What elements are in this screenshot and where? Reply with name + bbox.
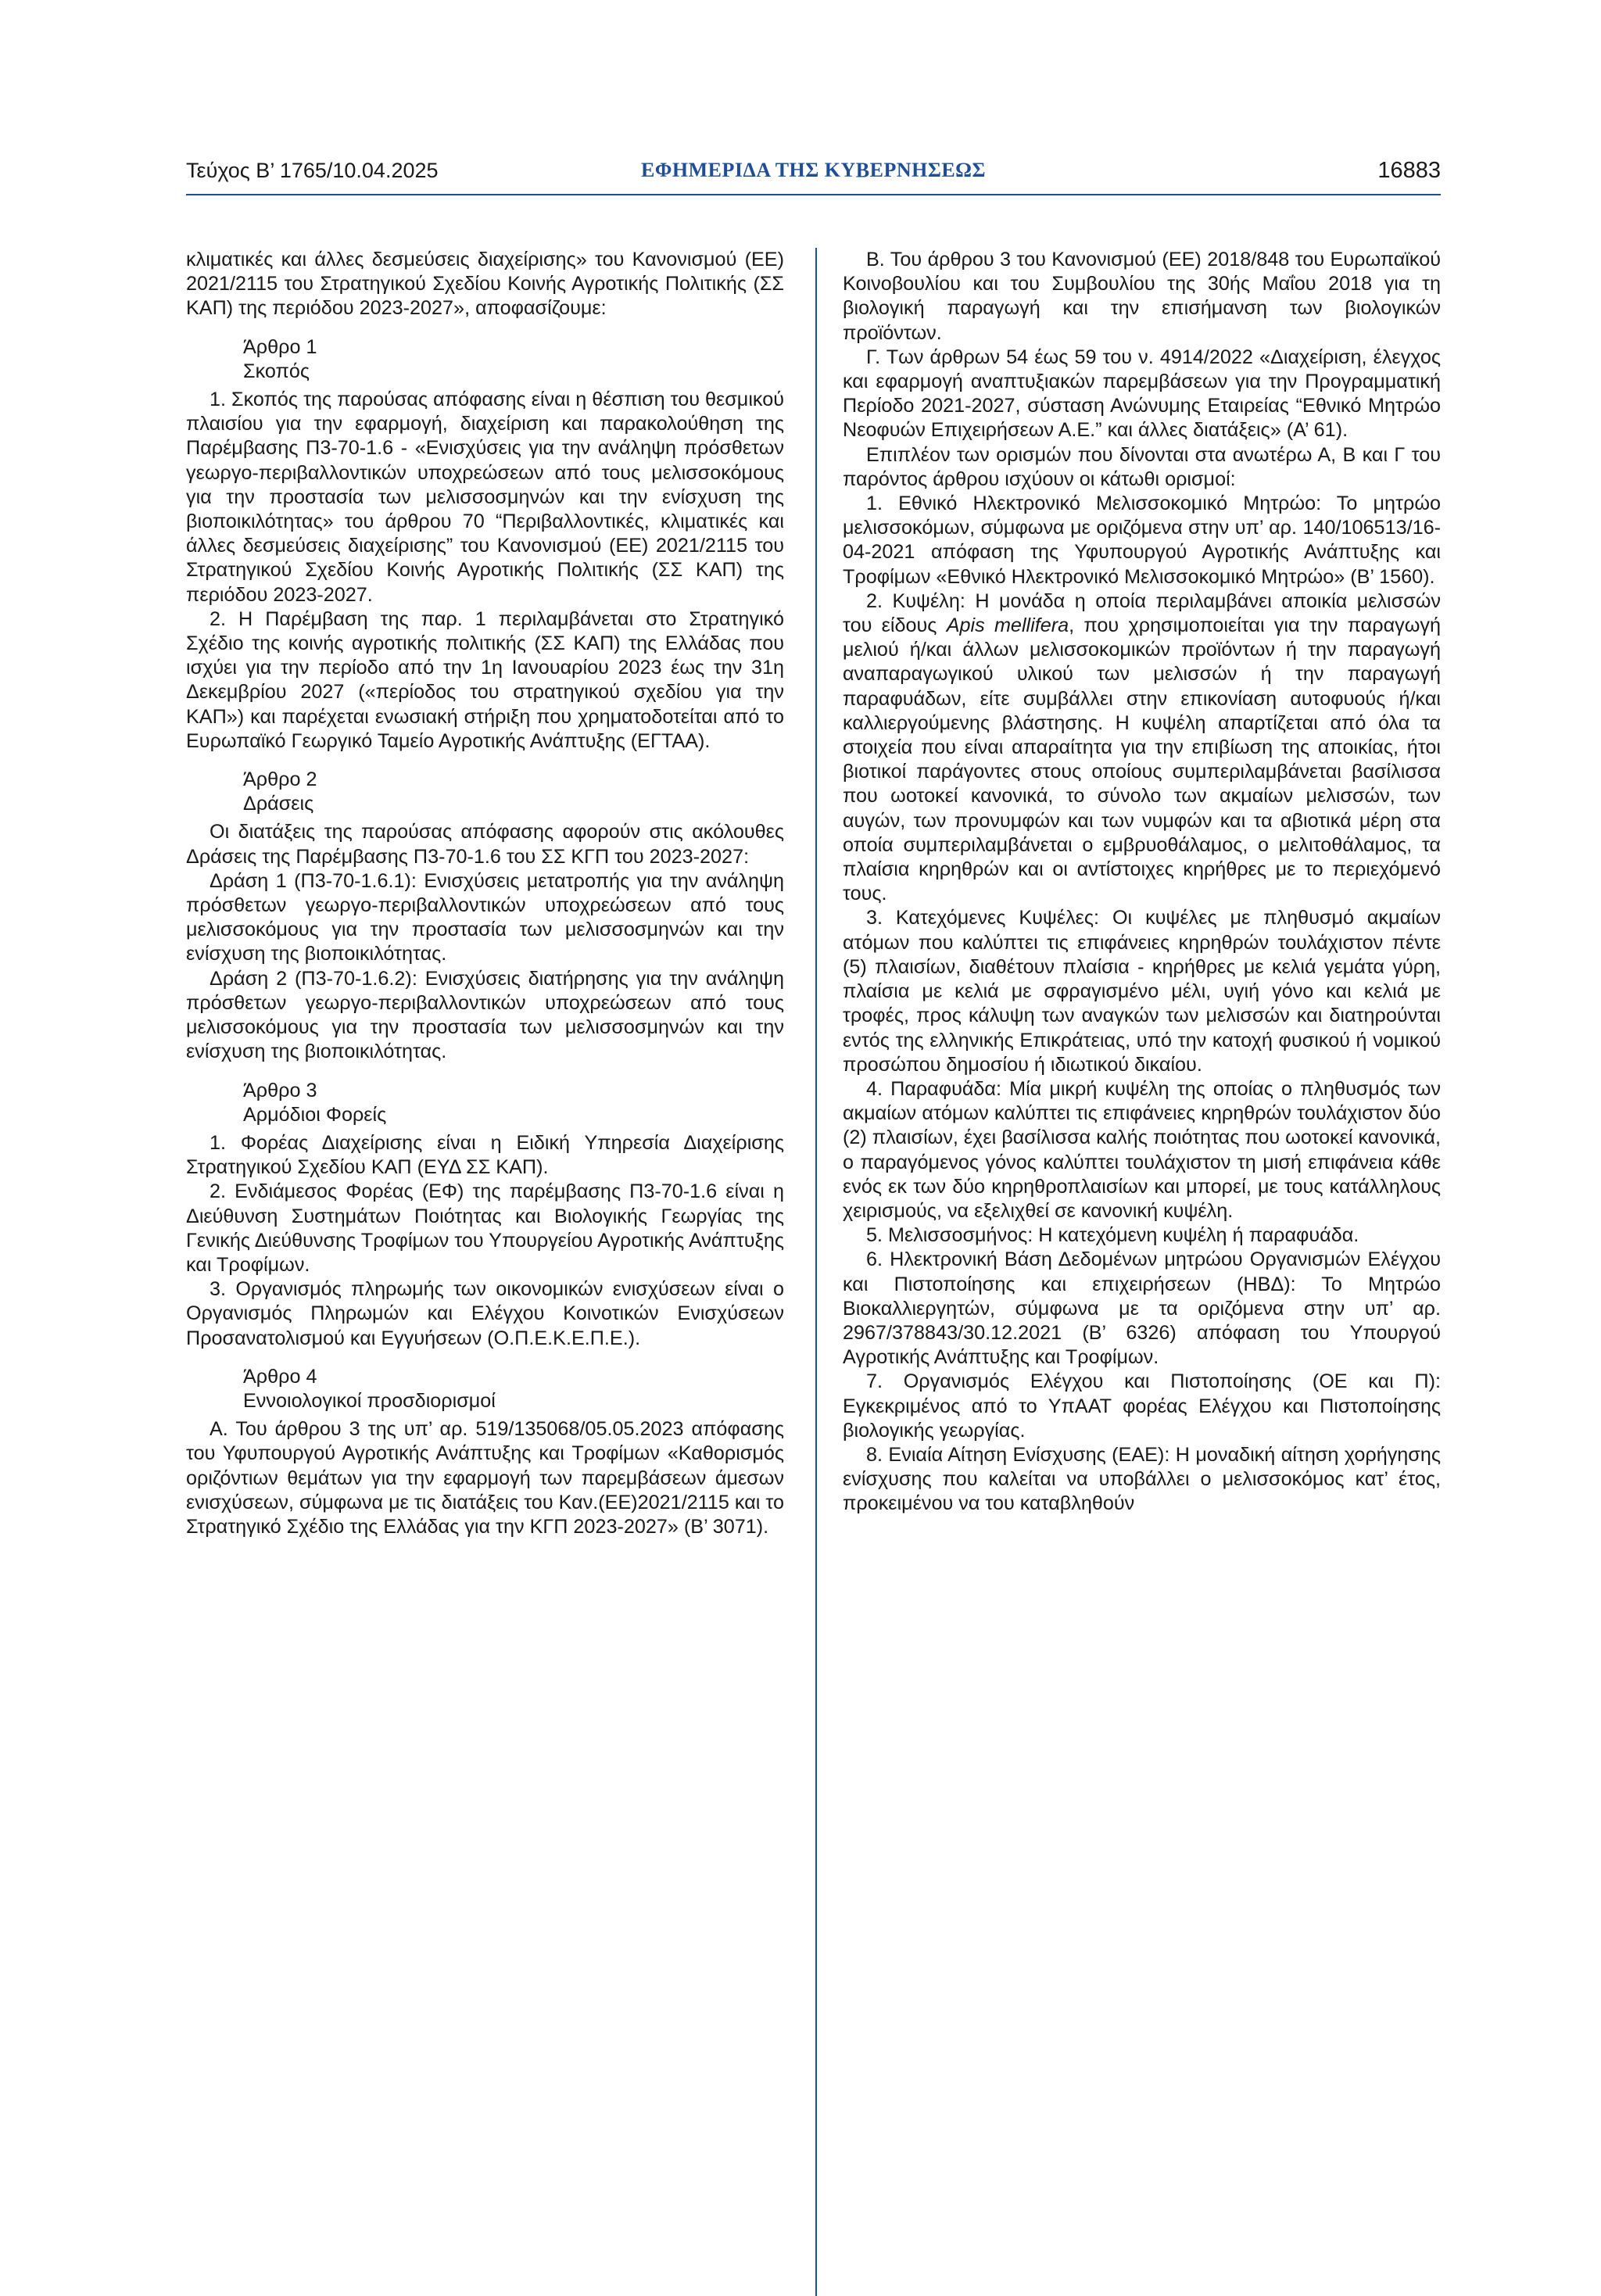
definition-6: 6. Ηλεκτρονική Βάση Δεδομένων μητρώου Οργανισμών Ελέγχου και Πιστοποίησης και επιχειρήσεων (ΗΒΔ): Το Μητρώο Βιοκαλλιεργητών, σύμφωνα με τα οριζόμενα στην υπ’ αρ. 2967/378843/30.12.2021 (Β’ 6326) απόφαση του Υπουργού Αγροτικής Ανάπτυξης και Τροφίμων.: [843, 1248, 1441, 1369]
definition-4: 4. Παραφυάδα: Μία μικρή κυψέλη της οποίας ο πληθυσμός των ακμαίων ατόμων καλύπτει τις επιφάνειες κηρηθρών τουλάχιστον δύο (2) πλαισίων, έχει βασίλισσα καλής ποιότητας που ωοτοκεί κανονικά, ο παραγόμενος γόνος καλύπτει τουλάχιστον τη μισή επιφάνεια κάθε ενός εκ των δύο κηρηθροπλαισίων και μπορεί, με τους κατάλληλους χειρισμούς, να εξελιχθεί σε κανονική κυψέλη.: [843, 1077, 1441, 1222]
article-1-paragraph-2: 2. Η Παρέμβαση της παρ. 1 περιλαμβάνεται στο Στρατηγικό Σχέδιο της κοινής αγροτικής πολιτικής (ΣΣ ΚΑΠ) της Ελλάδας που ισχύει για την περίοδο από την 1η Ιανουαρίου 2023 έως την 31η Δεκεμβρίου 2027 («περίοδος του στρατηγικού σχεδίου για την ΚΑΠ») και παρέχεται ενωσιακή στήριξη που χρηματοδοτείται από το Ευρωπαϊκό Γεωργικό Ταμείο Αγροτικής Ανάπτυξης (ΕΓΤΑΑ).: [186, 607, 784, 752]
article-3-paragraph-3: 3. Οργανισμός πληρωμής των οικονομικών ενισχύσεων είναι ο Οργανισμός Πληρωμών και Ελέγχου Κοινοτικών Ενισχύσεων Προσανατολισμού και Εγγυήσεων (Ο.Π.Ε.Κ.Ε.Π.Ε.).: [186, 1278, 784, 1349]
definition-5: 5. Μελισσοσμήνος: Η κατεχόμενη κυψέλη ή παραφυάδα.: [866, 1224, 1359, 1247]
page-header: [186, 155, 1441, 194]
definition-source-g: Γ. Των άρθρων 54 έως 59 του ν. 4914/2022 «Διαχείριση, έλεγχος και εφαρμογή αναπτυξιακών παρεμβάσεων για την Προγραμματική Περίοδο 2021-2027, σύσταση Ανώνυμης Εταιρείας “Εθνικό Μητρώο Νεοφυών Επιχειρήσεων Α.Ε.” και άλλες διατάξεις» (Α’ 61).: [843, 346, 1441, 442]
article-1-paragraph-1: 1. Σκοπός της παρούσας απόφασης είναι η θέσπιση του θεσμικού πλαισίου για την εφαρμογή, διαχείριση και παρακολούθηση της Παρέμβασης Π3-70-1.6 - «Ενισχύσεις για την ανάληψη πρόσθετων γεωργο-περιβαλλοντικών υποχρεώσεων από τους μελισσοκόμους για την προστασία των μελισσοσμηνών και την ενίσχυση της βιοποικιλότητας» του άρθρου 70 “Περιβαλλοντικές, κλιματικές και άλλες δεσμεύσεις διαχείρισης” του Κανονισμού (ΕΕ) 2021/2115 του Στρατηγικού Σχεδίου Κοινής Αγροτικής Πολιτικής (ΣΣ ΚΑΠ) της περιόδου 2023-2027.: [186, 389, 784, 606]
spacer: [186, 754, 784, 768]
column-divider: [815, 248, 817, 2296]
article-4-paragraph-a: Α. Του άρθρου 3 της υπ’ αρ. 519/135068/05.05.2023 απόφασης του Υφυπουργού Αγροτικής Ανάπτυξης και Τροφίμων «Καθορισμός οριζόντιων θεμάτων για την εφαρμογή των παρεμβάσεων άμεσων ενισχύσεων, σύμφωνα με τις διατάξεις του Καν.(ΕΕ)2021/2115 και το Στρατηγικό Σχέδιο της Ελλάδας για την ΚΓΠ 2023-2027» (Β’ 3071).: [186, 1418, 784, 1538]
article-3-number: Άρθρο 3: [243, 1079, 317, 1101]
definitions-intro: Επιπλέον των ορισμών που δίνονται στα ανωτέρω Α, Β και Γ του παρόντος άρθρου ισχύουν οι κάτωθι ορισμοί:: [843, 443, 1441, 490]
definition-2-rest: , που χρησιμοποιείται για την παραγωγή μελιού ή/και άλλων μελισσοκομικών προϊόντων ή την παραγωγή αναπαραγωγικού υλικού των μελισσών ή την παραγωγή παραφυάδων, είτε συμβάλλει στην επικονίαση αυτοφυούς ή/και καλλιεργούμενης βλάστησης. Η κυψέλη απαρτίζεται από όλα τα στοιχεία που είναι απαραίτητα για την επιβίωση της αποικίας, ήτοι βιοτικοί παράγοντες στους οποίους συμπεριλαμβάνεται βασίλισσα που ωοτοκεί κανονικά, το σύνολο των ακμαίων μελισσών, των αυγών, των προνυμφών και των νυμφών και τα αβιοτικά μέρη στα οποία συμπεριλαμβάνεται ο εμβρυοθάλαμος, ο μελιτοθάλαμος, τα πλαίσια κηρηθρών και οι αντίστοιχες κηρήθρες με το περιεχόμενό τους.: [843, 614, 1441, 905]
article-2-title: Δράσεις: [243, 793, 314, 815]
gazette-title: ΕΦΗΜΕΡΙΔΑ ΤΗΣ ΚΥΒΕΡΝΗΣΕΩΣ: [641, 159, 986, 181]
left-column: [186, 248, 784, 1539]
article-1-number: Άρθρο 1: [243, 335, 317, 358]
definition-2-lead: 2. Κυψέλη: Η μονάδα η οποία περιλαμβάνει αποικία μελισσών του είδους: [843, 589, 1441, 637]
definition-7: 7. Οργανισμός Ελέγχου και Πιστοποίησης (ΟΕ και Π): Εγκεκριμένος από το ΥπΑΑΤ φορέας Ελέγχου και Πιστοποίησης βιολογικής γεωργίας.: [843, 1370, 1441, 1442]
spacer: [186, 1351, 784, 1365]
issue-number: Τεύχος Β’ 1765/10.04.2025: [186, 159, 439, 182]
right-column: [843, 248, 1441, 1517]
spacer: [186, 321, 784, 335]
definition-source-b: Β. Του άρθρου 3 του Κανονισμού (ΕΕ) 2018/848 του Ευρωπαϊκού Κοινοβουλίου και του Συμβουλίου της 30ής Μαΐου 2018 για τη βιολογική παραγωγή και την επισήμανση των βιολογικών προϊόντων.: [843, 249, 1441, 344]
article-1-title: Σκοπός: [243, 360, 310, 382]
article-3-paragraph-1: 1. Φορέας Διαχείρισης είναι η Ειδική Υπηρεσία Διαχείρισης Στρατηγικού Σχεδίου ΚΑΠ (ΕΥΔ ΣΣ ΚΑΠ).: [186, 1131, 784, 1179]
article-3-paragraph-2: 2. Ενδιάμεσος Φορέας (ΕΦ) της παρέμβασης Π3-70-1.6 είναι η Διεύθυνση Συστημάτων Ποιότητας και Βιολογικής Γεωργίας της Γενικής Διεύθυνσης Τροφίμων του Υπουργείου Αγροτικής Ανάπτυξης και Τροφίμων.: [186, 1180, 784, 1276]
definition-1: 1. Εθνικό Ηλεκτρονικό Μελισσοκομικό Μητρώο: Το μητρώο μελισσοκόμων, σύμφωνα με οριζόμενα στην υπ’ αρ. 140/106513/16-04-2021 απόφαση της Υφυπουργού Αγροτικής Ανάπτυξης και Τροφίμων «Εθνικό Ηλεκτρονικό Μελισσοκομικό Μητρώο» (Β’ 1560).: [843, 493, 1441, 588]
intro-paragraph: κλιματικές και άλλες δεσμεύσεις διαχείρισης» του Κανονισμού (ΕΕ) 2021/2115 του Στρατηγικού Σχεδίου Κοινής Αγροτικής Πολιτικής (ΣΣ ΚΑΠ) της περιόδου 2023-2027», αποφασίζουμε:: [186, 249, 784, 320]
page-number: 16883: [1377, 158, 1441, 183]
article-2-paragraph-1: Οι διατάξεις της παρούσας απόφασης αφορούν στις ακόλουθες Δράσεις της Παρέμβασης Π3-70-1.6 του ΣΣ ΚΓΠ του 2023-2027:: [186, 821, 784, 868]
spacer: [186, 1065, 784, 1079]
article-3-title: Αρμόδιοι Φορείς: [243, 1103, 387, 1126]
article-2-action-1: Δράση 1 (Π3-70-1.6.1): Ενισχύσεις μετατροπής για την ανάληψη πρόσθετων γεωργο-περιβαλλοντικών υποχρεώσεων από τους μελισσοκόμους για την προστασία των μελισσοσμηνών και την ενίσχυση της βιοποικιλότητας.: [186, 869, 784, 965]
species-name: Apis mellifera: [946, 614, 1069, 637]
definition-2: [843, 589, 1441, 907]
definition-8: 8. Ενιαία Αίτηση Ενίσχυσης (ΕΑΕ): Η μοναδική αίτηση χορήγησης ενίσχυσης που καλείται να υποβάλλει ο μελισσοκόμος κατ’ έτος, προκειμένου να του καταβληθούν: [843, 1443, 1441, 1515]
article-4-title: Εννοιολογικοί προσδιορισμοί: [243, 1389, 496, 1412]
article-2-number: Άρθρο 2: [243, 768, 317, 791]
article-4-number: Άρθρο 4: [243, 1365, 317, 1388]
article-2-action-2: Δράση 2 (Π3-70-1.6.2): Ενισχύσεις διατήρησης για την ανάληψη πρόσθετων γεωργο-περιβαλλοντικών υποχρεώσεων από τους μελισσοκόμους για την προστασία των μελισσοσμηνών και την ενίσχυση της βιοποικιλότητας.: [186, 967, 784, 1063]
definition-3: 3. Κατεχόμενες Κυψέλες: Οι κυψέλες με πληθυσμό ακμαίων ατόμων που καλύπτει τις επιφάνειες κηρηθρών τουλάχιστον πέντε (5) πλαισίων, διαθέτουν πλαίσια - κηρήθρες με κελιά γεμάτα γύρη, πλαίσια με κελιά με σφραγισμένο μέλι, υγιή γόνο και κελιά με τροφές, προς κάλυψη των αναγκών των μελισσών και διατηρούνται εντός της ελληνικής Επικράτειας, υπό την κατοχή φυσικού ή νομικού προσώπου δημοσίου ή ιδιωτικού δικαίου.: [843, 907, 1441, 1076]
header-rule: [186, 194, 1441, 195]
